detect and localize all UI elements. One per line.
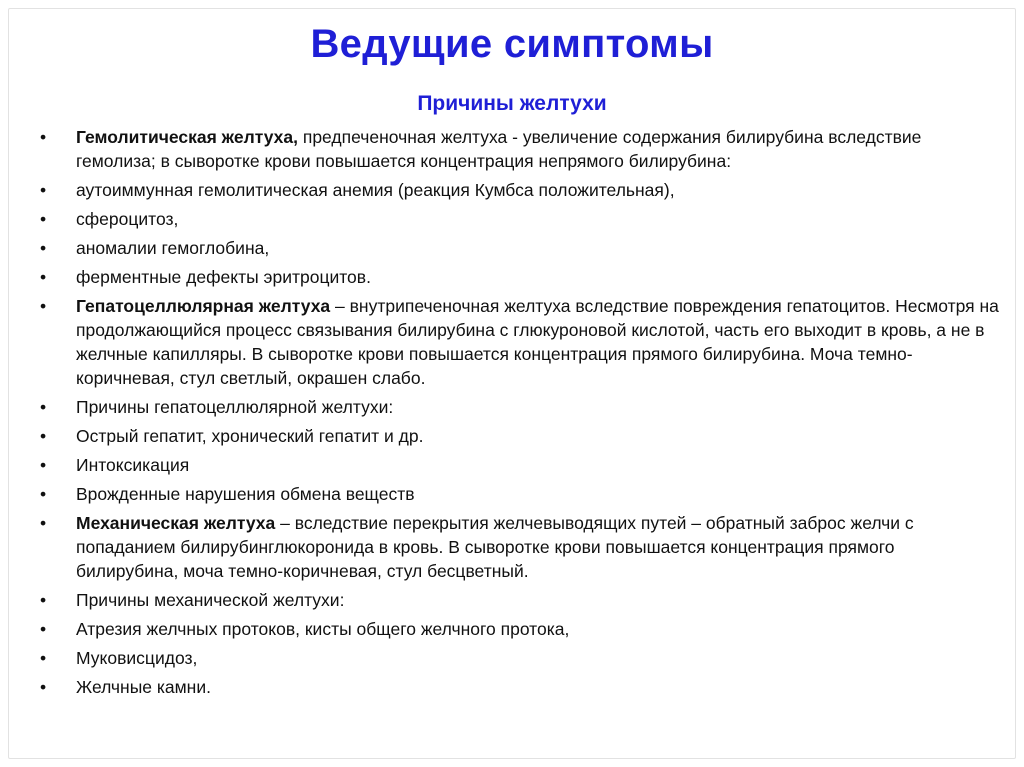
item-text: Причины механической желтухи: [76,590,345,610]
list-item [40,617,1000,641]
list-item [40,482,1000,506]
item-text: Интоксикация [76,455,190,475]
bullet-icon: • [40,180,47,200]
bullet-icon: • [40,455,47,475]
item-text: предпеченочная желтуха - увеличение содержания билирубина вследствие гемолиза; в сыворотке крови повышается концентрация непрямого билирубина: [76,127,922,171]
item-text: Желчные камни. [76,677,211,697]
item-bold-text: Механическая желтуха [76,513,276,533]
list-item [40,178,1000,202]
bullet-icon: • [40,677,47,697]
bullet-list [40,125,1000,704]
bullet-icon: • [40,127,47,147]
slide-subtitle: Причины желтухи [417,92,607,115]
bullet-icon: • [40,590,47,610]
bullet-icon: • [40,513,47,533]
item-bold-text: Гемолитическая желтуха, [76,127,298,147]
bullet-icon: • [40,484,47,504]
list-item [40,588,1000,612]
list-item [40,675,1000,699]
bullet-icon: • [40,238,47,258]
item-bold-text: Гепатоцеллюлярная желтуха [76,296,331,316]
item-text: ферментные дефекты эритроцитов. [76,267,371,287]
item-text: Муковисцидоз, [76,648,198,668]
list-item [40,395,1000,419]
item-text: Атрезия желчных протоков, кисты общего желчного протока, [76,619,570,639]
item-text: сфероцитоз, [76,209,179,229]
list-item [40,511,1000,583]
list-item [40,207,1000,231]
item-text: – внутрипеченочная желтуха вследствие повреждения гепатоцитов. Несмотря на продолжающийся процесс связывания билирубина с глюкуроновой кислотой, часть его выходит в кровь, а не в желчные капилляры. В сыворотке крови повышается концентрация прямого билирубина. Моча темно-коричневая, стул светлый, окрашен слабо. [76,296,999,388]
item-text: Острый гепатит, хронический гепатит и др. [76,426,424,446]
list-item [40,424,1000,448]
item-text: Врожденные нарушения обмена веществ [76,484,415,504]
list-item [40,125,1000,173]
bullet-icon: • [40,267,47,287]
bullet-icon: • [40,648,47,668]
list-item [40,294,1000,390]
bullet-icon: • [40,397,47,417]
bullet-icon: • [40,619,47,639]
item-text: – вследствие перекрытия желчевыводящих путей – обратный заброс желчи с попаданием билирубинглюкоронида в кровь. В сыворотке крови повышается концентрация прямого билирубина, моча темно-коричневая, стул бесцветный. [76,513,914,581]
list-item [40,265,1000,289]
bullet-icon: • [40,209,47,229]
item-text: Причины гепатоцеллюлярной желтухи: [76,397,394,417]
list-item [40,646,1000,670]
list-item [40,236,1000,260]
bullet-icon: • [40,296,47,316]
slide-title: Ведущие симптомы [310,22,714,66]
item-text: аномалии гемоглобина, [76,238,270,258]
bullet-icon: • [40,426,47,446]
item-text: аутоиммунная гемолитическая анемия (реакция Кумбса положительная), [76,180,675,200]
list-item [40,453,1000,477]
